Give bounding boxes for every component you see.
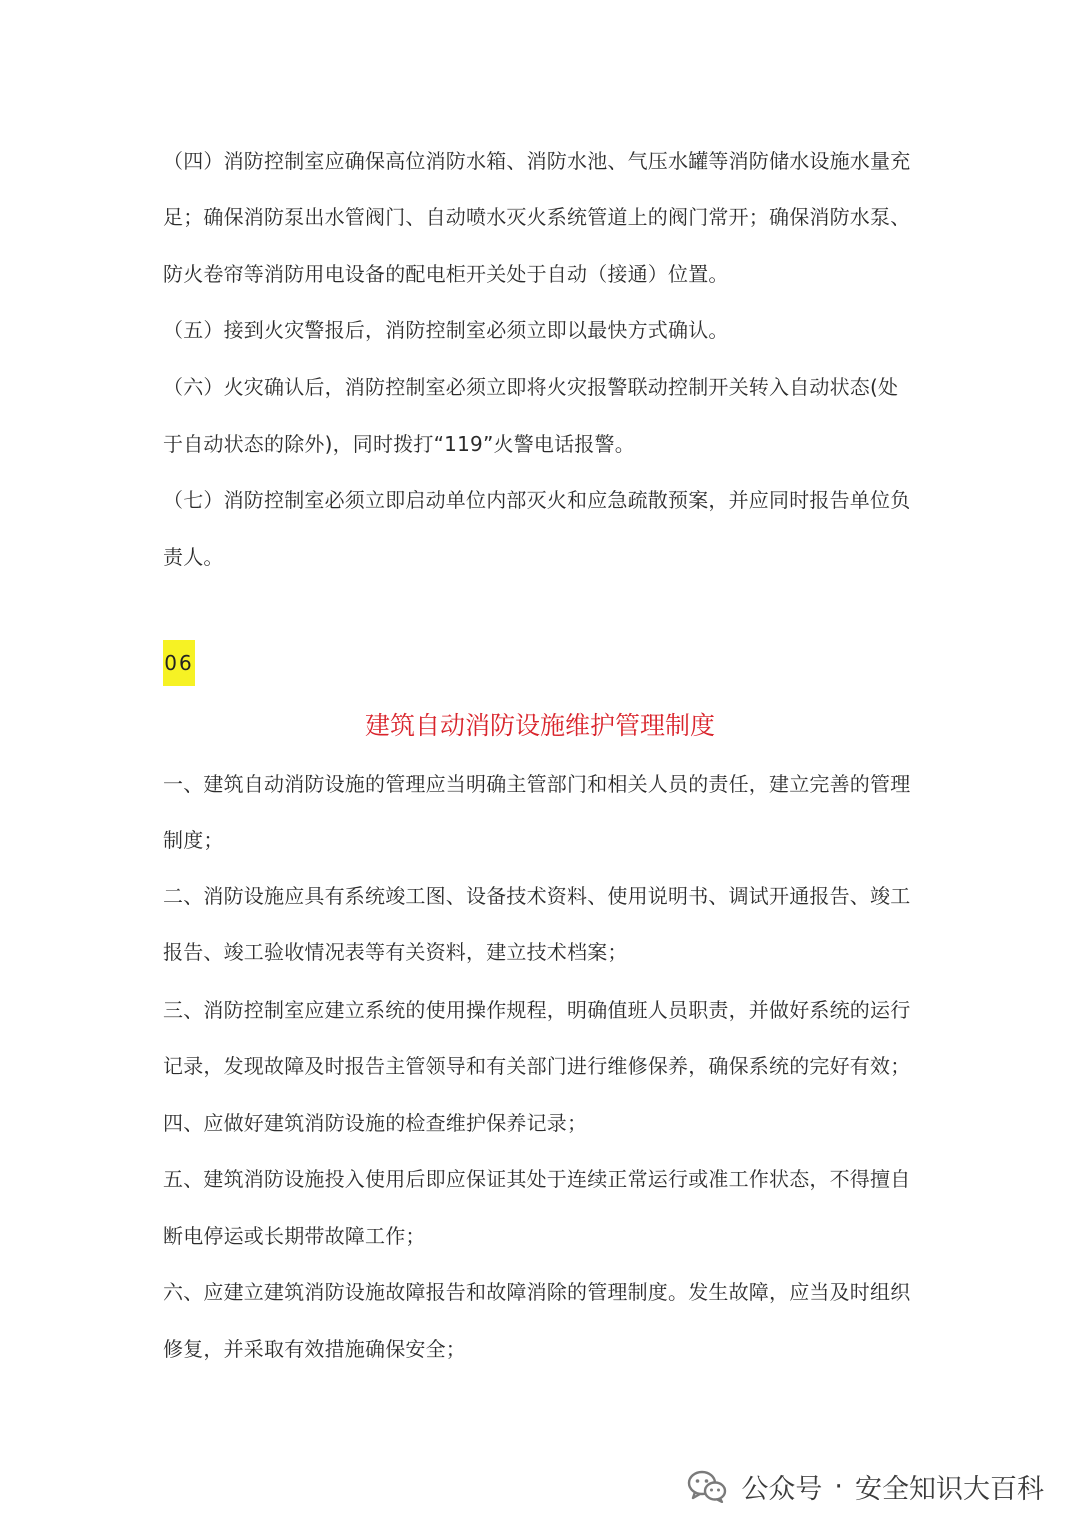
text-line: 报告、竣工验收情况表等有关资料，建立技术档案；	[163, 940, 628, 964]
watermark-separator: ·	[834, 1470, 843, 1502]
watermark-prefix: 公众号	[741, 1473, 823, 1505]
text-line: 断电停运或长期带故障工作；	[163, 1224, 426, 1248]
text-line: 三、消防控制室应建立系统的使用操作规程，明确值班人员职责，并做好系统的运行	[163, 998, 911, 1022]
text-line: 防火卷帘等消防用电设备的配电柜开关处于自动（接通）位置。	[163, 262, 729, 286]
text-line: 五、建筑消防设施投入使用后即应保证其处于连续正常运行或准工作状态，不得擅自	[163, 1167, 911, 1191]
text-line: （四）消防控制室应确保高位消防水箱、消防水池、气压水罐等消防储水设施水量充	[163, 149, 911, 173]
wechat-icon	[687, 1469, 727, 1503]
section-title: 建筑自动消防设施维护管理制度	[364, 711, 715, 740]
text-line: 六、应建立建筑消防设施故障报告和故障消除的管理制度。发生故障，应当及时组织	[163, 1280, 911, 1304]
text-line: （七）消防控制室必须立即启动单位内部灭火和应急疏散预案，并应同时报告单位负	[163, 488, 911, 512]
text-line: 足；确保消防泵出水管阀门、自动喷水灭火系统管道上的阀门常开；确保消防水泵、	[163, 205, 911, 229]
text-line: （五）接到火灾警报后，消防控制室必须立即以最快方式确认。	[163, 318, 729, 342]
text-line: 一、建筑自动消防设施的管理应当明确主管部门和相关人员的责任，建立完善的管理	[163, 772, 911, 796]
watermark-account-name: 安全知识大百科	[855, 1473, 1044, 1505]
text-line: 于自动状态的除外)，同时拨打“119”火警电话报警。	[163, 432, 635, 456]
text-line: 四、应做好建筑消防设施的检查维护保养记录；	[163, 1111, 588, 1135]
watermark	[687, 1466, 1044, 1506]
text-line: 责人。	[163, 545, 224, 569]
text-line: 制度；	[163, 828, 224, 852]
text-line: 修复，并采取有效措施确保安全；	[163, 1337, 466, 1361]
text-line: （六）火灾确认后，消防控制室必须立即将火灾报警联动控制开关转入自动状态(处	[163, 375, 899, 399]
text-line: 记录，发现故障及时报告主管领导和有关部门进行维修保养，确保系统的完好有效；	[163, 1054, 911, 1078]
section-number-tag: 06	[163, 640, 195, 686]
text-line: 二、消防设施应具有系统竣工图、设备技术资料、使用说明书、调试开通报告、竣工	[163, 884, 911, 908]
